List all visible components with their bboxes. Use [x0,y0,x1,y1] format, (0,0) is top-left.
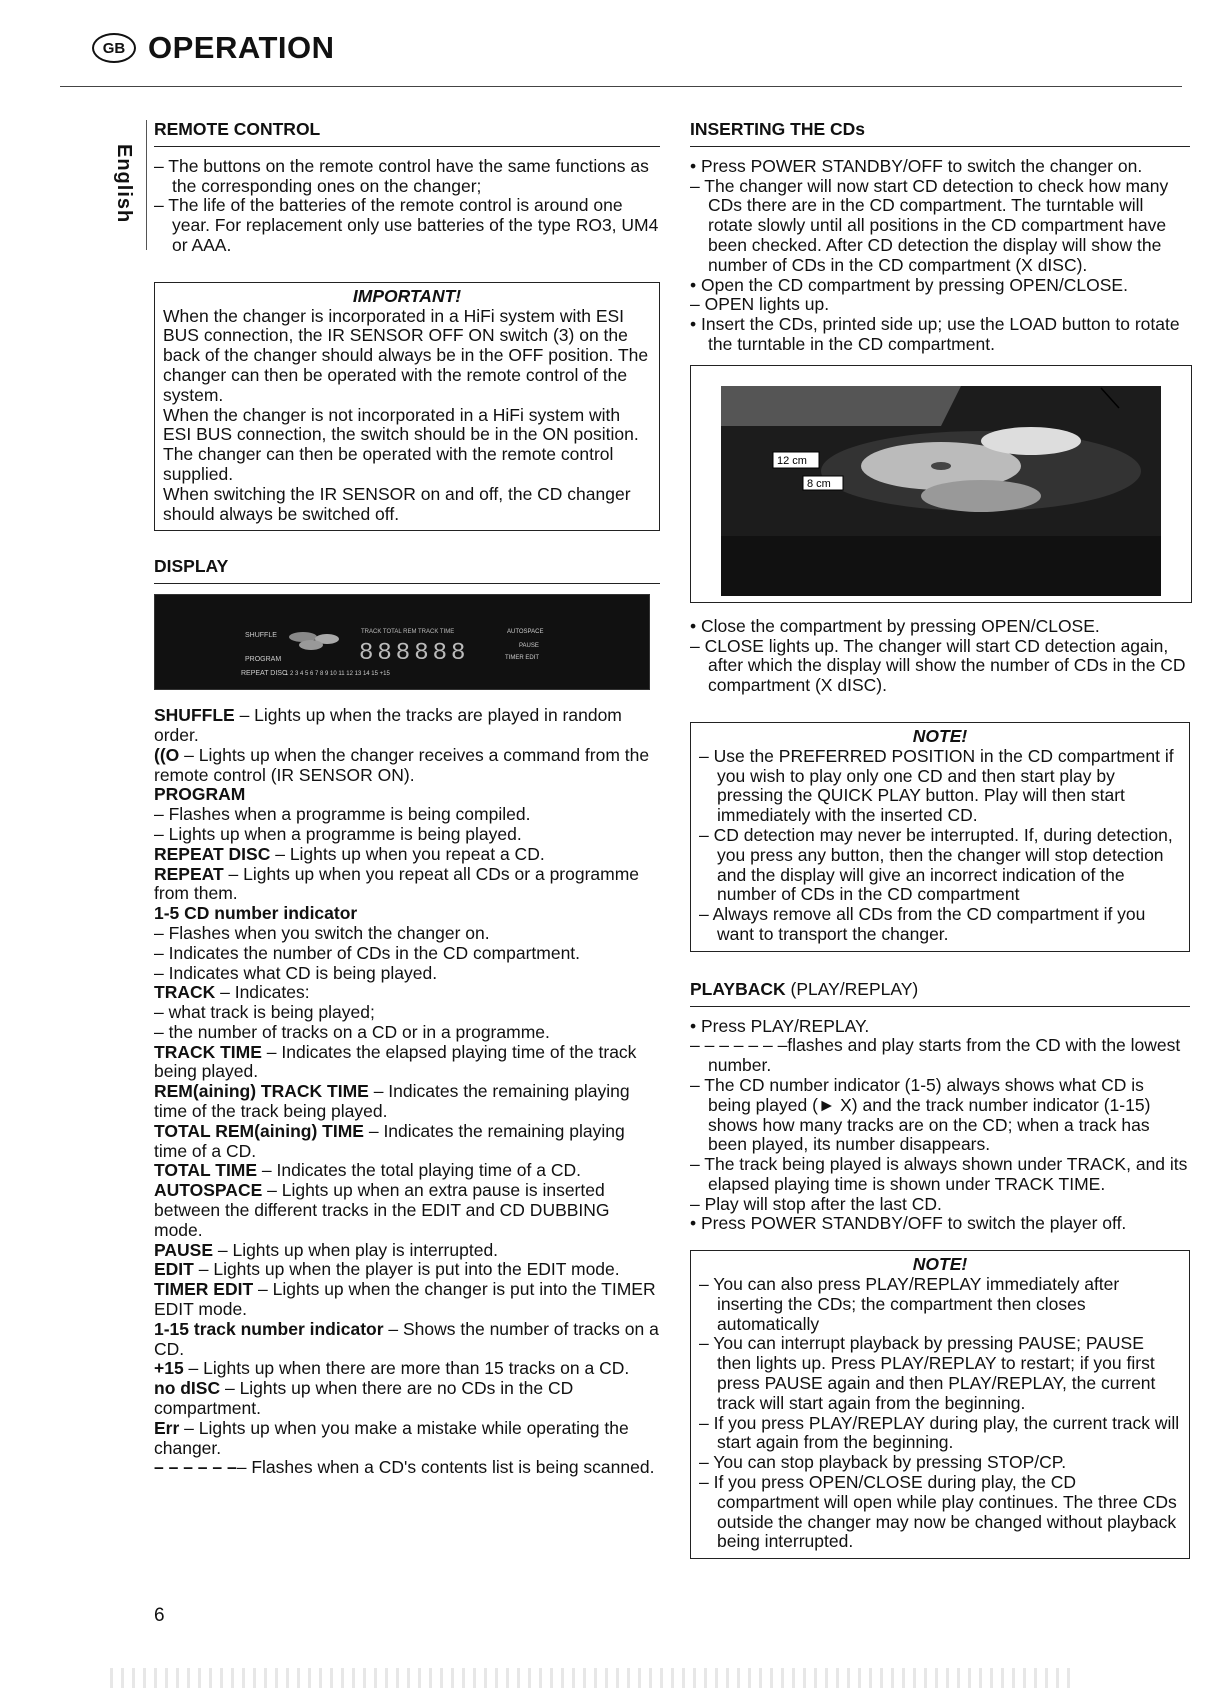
display-entry [154,746,660,786]
display-entry [154,706,660,746]
display-entry [154,785,660,805]
display-entry-desc: – Lights up when you make a mistake while operating the changer. [154,1417,629,1458]
display-entry-term: +15 [154,1358,184,1379]
display-panel-graphic [155,595,649,689]
display-entry [154,1359,660,1379]
display-entry [154,1241,660,1261]
playback-heading-main: PLAYBACK [690,978,786,999]
panel-digits: 888888 [359,640,470,668]
display-entry-desc: – Lights up when the changer is put into the TIMER EDIT mode. [154,1279,656,1320]
display-entry-desc: – what track is being played; [154,1002,375,1023]
label-12cm: 12 cm [777,454,807,467]
inserting-item: • Open the CD compartment by pressing OPEN/CLOSE. [690,274,1128,295]
display-entry [154,1023,660,1043]
display-entry-desc: – Lights up when you repeat all CDs or a programme from them. [154,863,640,904]
panel-shuffle: SHUFFLE [245,632,277,640]
display-entry-desc: – Indicates: [215,982,310,1003]
display-entry-desc: – Indicates the number of CDs in the CD compartment. [154,942,581,963]
display-entry-desc: – Indicates the elapsed playing time of the track being played. [154,1041,637,1082]
display-entry-term: PROGRAM [154,784,246,805]
display-entry [154,924,660,944]
note-item: – You can interrupt playback by pressing PAUSE; PAUSE then lights up. Press PLAY/REPLAY to restart; if you first press PAUSE again and then PLAY/REPLAY, the current track will start again from the beginning. [699,1333,1156,1413]
cd-changer-photo [690,365,1192,603]
display-entry-term: – – – – – – [154,1457,237,1478]
display-entry [154,983,660,1003]
display-entry [154,1458,660,1478]
inserting-note-box [690,722,1190,952]
inserting-item: – The changer will now start CD detection to check how many CDs there are in the CD compartment. The turntable will rotate slowly until all positions in the CD compartment have been checked. After CD detection the display will show the number of CDs in the CD compartment (X dISC). [690,175,1169,275]
important-text: When switching the IR SENSOR on and off, the CD changer should always be switched off. [163,483,631,524]
display-entries [154,706,660,1478]
cd-changer-illustration [691,366,1191,602]
note-item: – If you press PLAY/REPLAY during play, the current track will start again from the beginning. [699,1412,1180,1453]
display-entry-term: SHUFFLE [154,705,235,726]
language-label: English [113,144,135,224]
header-divider [60,86,1182,87]
display-entry-desc: – Indicates the total playing time of a CD. [257,1160,581,1181]
note-item: – Always remove all CDs from the CD compartment if you want to transport the changer. [699,904,1146,944]
display-entry-desc: – Lights up when there are more than 15 tracks on a CD. [183,1358,630,1379]
display-entry-desc: – Lights up when there are no CDs in the CD compartment. [154,1378,574,1419]
page-number: 6 [154,1605,165,1626]
inserting-item: • Press POWER STANDBY/OFF to switch the changer on. [690,155,1143,176]
display-entry-term: TOTAL REM(aining) TIME [154,1120,364,1141]
display-entry [154,1122,660,1162]
display-entry [154,1320,660,1360]
display-entry-desc: – Indicates the remaining playing time of a CD. [154,1120,625,1161]
display-entry-desc: – Flashes when a programme is being compiled. [154,804,531,825]
display-entry-term: EDIT [154,1259,194,1280]
display-entry-desc: – Indicates the remaining playing time of the track being played. [154,1081,630,1122]
display-entry-desc: – Lights up when the tracks are played in random order. [154,705,622,745]
note-item: – If you press OPEN/CLOSE during play, the CD compartment will open while play continues. The three CDs outside the changer may now be changed without playback being interrupted. [699,1472,1177,1552]
important-text: When the changer is not incorporated in a HiFi system with ESI BUS connection, the switch should be in the ON position. The changer can then be operated with the remote control supplied. [163,404,639,484]
note-item: – You can also press PLAY/REPLAY immediately after inserting the CDs; the compartment then closes automatically [699,1274,1120,1334]
playback-heading-sub: (PLAY/REPLAY) [790,978,919,999]
display-entry-term: REM(aining) TRACK TIME [154,1081,369,1102]
display-entry-term: PAUSE [154,1239,213,1260]
right-column [690,120,1190,1559]
note-item: – CD detection may never be interrupted. If, during detection, you press any button, then the changer will stop detection and the display will give an incorrect indication of the number of CDs in the CD compartment [699,824,1173,905]
display-entry-desc: – Lights up when an extra pause is inserted between the different tracks in the EDIT and CD DUBBING mode. [154,1180,610,1240]
display-entry [154,964,660,984]
gb-badge: GB [92,33,136,63]
display-entry [154,944,660,964]
important-heading: IMPORTANT! [352,285,462,306]
display-entry [154,1003,660,1023]
left-column [154,120,660,1478]
panel-repeat-disc: REPEAT DISC [241,670,288,678]
inserting-after: • Close the compartment by pressing OPEN/CLOSE. [690,615,1100,636]
inserting-item: • Insert the CDs, printed side up; use the LOAD button to rotate the turntable in the CD compartment. [690,314,1180,354]
panel-timer-edit: TIMER EDIT [505,655,539,662]
display-entry [154,845,660,865]
display-entry-desc: – Lights up when you repeat a CD. [270,843,545,864]
panel-numbers: 1 2 3 4 5 6 7 8 9 10 11 12 13 14 15 +15 [285,671,390,678]
note-heading: NOTE! [912,725,968,746]
display-entry-term: no dISC [154,1378,221,1399]
display-entry-term: TRACK TIME [154,1041,262,1062]
display-heading: DISPLAY [154,557,660,584]
display-entry-desc: – the number of tracks on a CD or in a programme. [154,1021,550,1042]
display-entry-desc: – Shows the number of tracks on a CD. [154,1318,659,1359]
display-entry-term: ((O [154,744,180,765]
display-entry-term: TIMER EDIT [154,1279,254,1300]
remote-item: – The life of the batteries of the remote control is around one year. For replacement only use batteries of the type RO3, UM4 or AAA. [154,195,659,255]
playback-item: • Press POWER STANDBY/OFF to switch the player off. [690,1213,1127,1234]
display-entry [154,805,660,825]
panel-program: PROGRAM [245,656,282,664]
display-entry-desc: – Indicates what CD is being played. [154,962,438,983]
display-entry [154,1161,660,1181]
display-entry [154,865,660,905]
display-entry-term: REPEAT DISC [154,843,271,864]
display-entry-term: 1-5 CD number indicator [154,903,358,924]
display-entry-desc: – Flashes when you switch the changer on. [154,922,490,943]
display-entry [154,1379,660,1419]
panel-top-labels: TRACK TOTAL REM TRACK TIME [361,629,455,636]
important-box [154,282,660,532]
remote-heading: REMOTE CONTROL [154,120,660,147]
playback-item: – The CD number indicator (1-5) always shows what CD is being played (► X) and the track number indicator (1-15) shows how many tracks are on the CD; when a track has been played, its number disappears. [690,1074,1151,1155]
display-entry-term: TRACK [154,982,216,1003]
playback-note-box [690,1250,1190,1559]
note-item: – You can stop playback by pressing STOP/CP. [699,1452,1067,1473]
display-entry-desc: – Lights up when a programme is being played. [154,823,522,844]
display-entry [154,825,660,845]
panel-pause: PAUSE [519,643,539,650]
remote-item: – The buttons on the remote control have the same functions as the corresponding ones on the changer; [154,155,649,196]
display-entry [154,1260,660,1280]
playback-heading [690,980,1190,1007]
inserting-after: – CLOSE lights up. The changer will start CD detection again, after which the display will show the number of CDs in the CD compartment (X dISC). [690,635,1186,696]
display-panel-image [154,594,650,690]
playback-item: – – – – – – –flashes and play starts from the CD with the lowest number. [690,1035,1181,1076]
display-entry [154,1280,660,1320]
label-8cm: 8 cm [807,477,831,490]
inserting-item: – OPEN lights up. [690,294,830,315]
display-entry-desc: – Lights up when play is interrupted. [213,1239,499,1260]
playback-item: – Play will stop after the last CD. [690,1193,942,1214]
note-heading: NOTE! [912,1254,968,1275]
display-entry-term: TOTAL TIME [154,1160,258,1181]
inserting-heading: INSERTING THE CDs [690,120,1190,147]
display-entry-term: AUTOSPACE [154,1180,263,1201]
display-entry-desc: – Lights up when the player is put into the EDIT mode. [193,1259,620,1280]
page-title: OPERATION [148,30,335,65]
important-text: When the changer is incorporated in a HiFi system with ESI BUS connection, the IR SENSOR OFF ON switch (3) on the back of the changer should always be in the OFF position. The changer can then be operated with the remote control of the system. [163,305,649,405]
playback-item: • Press PLAY/REPLAY. [690,1015,870,1036]
display-entry [154,1043,660,1083]
panel-autospace: AUTOSPACE [507,629,544,636]
display-entry-desc: – Lights up when the changer receives a command from the remote control (IR SENSOR ON). [154,744,650,785]
display-entry [154,1082,660,1122]
note-item: – Use the PREFERRED POSITION in the CD compartment if you wish to play only one CD and then start play by pressing the QUICK PLAY button. Play will then start immediately with the inserted CD. [699,745,1174,826]
page-header [92,30,335,66]
display-entry [154,1181,660,1240]
display-entry-term: Err [154,1417,180,1438]
playback-item: – The track being played is always shown under TRACK, and its elapsed playing time is shown under TRACK TIME. [690,1154,1188,1194]
display-entry-desc: – Flashes when a CD's contents list is being scanned. [236,1457,655,1478]
display-entry [154,904,660,924]
display-entry [154,1419,660,1459]
scan-artifact [110,1668,1070,1688]
display-entry-term: 1-15 track number indicator [154,1318,384,1339]
display-entry-term: REPEAT [154,863,224,884]
